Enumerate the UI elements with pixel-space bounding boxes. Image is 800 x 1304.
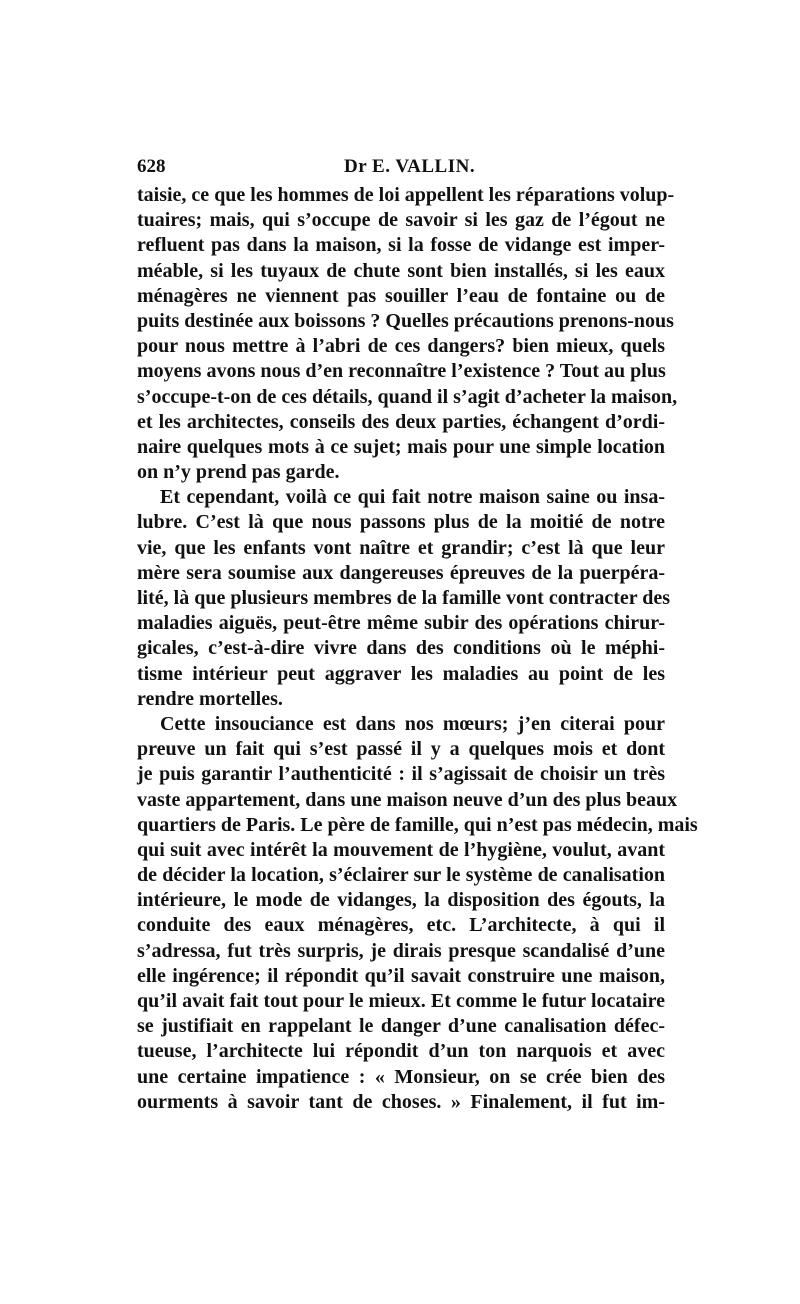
text-line: tueuse, l’architecte lui répondit d’un ton narquois et avec [137, 1040, 665, 1063]
text-line: ourments à savoir tant de choses. » Finalement, il fut im- [137, 1090, 665, 1113]
text-line: rendre mortelles. [137, 687, 283, 710]
text-line: se justifiait en rappelant le danger d’une canalisation défec- [137, 1015, 665, 1038]
text-line: mère sera soumise aux dangereuses épreuves de la puerpéra- [137, 561, 665, 584]
text-line: s’occupe-t-on de ces détails, quand il s’agit d’acheter la maison, [137, 385, 678, 408]
text-line: intérieure, le mode de vidanges, la disposition des égouts, la [137, 889, 665, 912]
text-line: de décider la location, s’éclairer sur le système de canalisation [137, 864, 665, 887]
text-line: gicales, c’est-à-dire vivre dans des conditions où le méphi- [137, 637, 665, 660]
text-line: Cette insouciance est dans nos mœurs; j’en citerai pour [160, 712, 665, 735]
text-line: et les architectes, conseils des deux parties, échangent d’ordi- [137, 410, 665, 433]
text-line: naire quelques mots à ce sujet; mais pour une simple location [137, 435, 665, 458]
text-line: tisme intérieur peut aggraver les maladies au point de les [137, 662, 665, 685]
body-text [137, 183, 698, 1115]
text-line: lubre. C’est là que nous passons plus de la moitié de notre [137, 511, 665, 534]
text-line: conduite des eaux ménagères, etc. L’architecte, à qui il [137, 914, 665, 937]
text-line: Et cependant, voilà ce qui fait notre maison saine ou insa- [160, 486, 665, 509]
text-line: ménagères ne viennent pas souiller l’eau de fontaine ou de [137, 284, 665, 307]
text-line: qui suit avec intérêt la mouvement de l’hygiène, voulut, avant [137, 838, 665, 861]
text-line: on n’y prend pas garde. [137, 461, 340, 484]
text-line: je puis garantir l’authenticité : il s’agissait de choisir un très [137, 763, 665, 786]
text-line: moyens avons nous d’en reconnaître l’existence ? Tout au plus [137, 360, 666, 383]
header-author: Dr E. VALLIN. [344, 156, 476, 177]
text-line: maladies aiguës, peut-être même subir des opérations chirur- [137, 612, 665, 635]
text-line: preuve un fait qui s’est passé il y a quelques mois et dont [137, 738, 665, 761]
text-line: taisie, ce que les hommes de loi appellent les réparations volup- [137, 184, 675, 206]
text-line: elle ingérence; il répondit qu’il savait construire une maison, [137, 964, 665, 987]
text-line: puits destinée aux boissons ? Quelles précautions prenons-nous [137, 309, 674, 332]
text-line: quartiers de Paris. Le père de famille, qui n’est pas médecin, mais [137, 813, 698, 836]
text-line: une certaine impatience : « Monsieur, on se crée bien des [137, 1065, 665, 1088]
running-header [137, 156, 665, 182]
paragraph-2 [137, 485, 671, 712]
text-line: lité, là que plusieurs membres de la famille vont contracter des [137, 587, 671, 609]
text-line: refluent pas dans la maison, si la fosse de vidange est imper- [137, 234, 665, 257]
text-line: tuaires; mais, qui s’occupe de savoir si les gaz de l’égout ne [137, 209, 665, 232]
text-line: pour nous mettre à l’abri de ces dangers? bien mieux, quels [137, 335, 665, 358]
paragraph-1 [137, 183, 678, 485]
text-line: vaste appartement, dans une maison neuve d’un des plus beaux [137, 788, 678, 811]
page-number: 628 [137, 156, 166, 177]
text-line: qu’il avait fait tout pour le mieux. Et comme le futur locataire [137, 990, 665, 1012]
paragraph-3 [137, 712, 698, 1115]
text-line: méable, si les tuyaux de chute sont bien installés, si les eaux [137, 259, 665, 282]
text-line: vie, que les enfants vont naître et grandir; c’est là que leur [137, 536, 665, 559]
text-line: s’adressa, fut très surpris, je dirais presque scandalisé d’une [137, 939, 665, 962]
